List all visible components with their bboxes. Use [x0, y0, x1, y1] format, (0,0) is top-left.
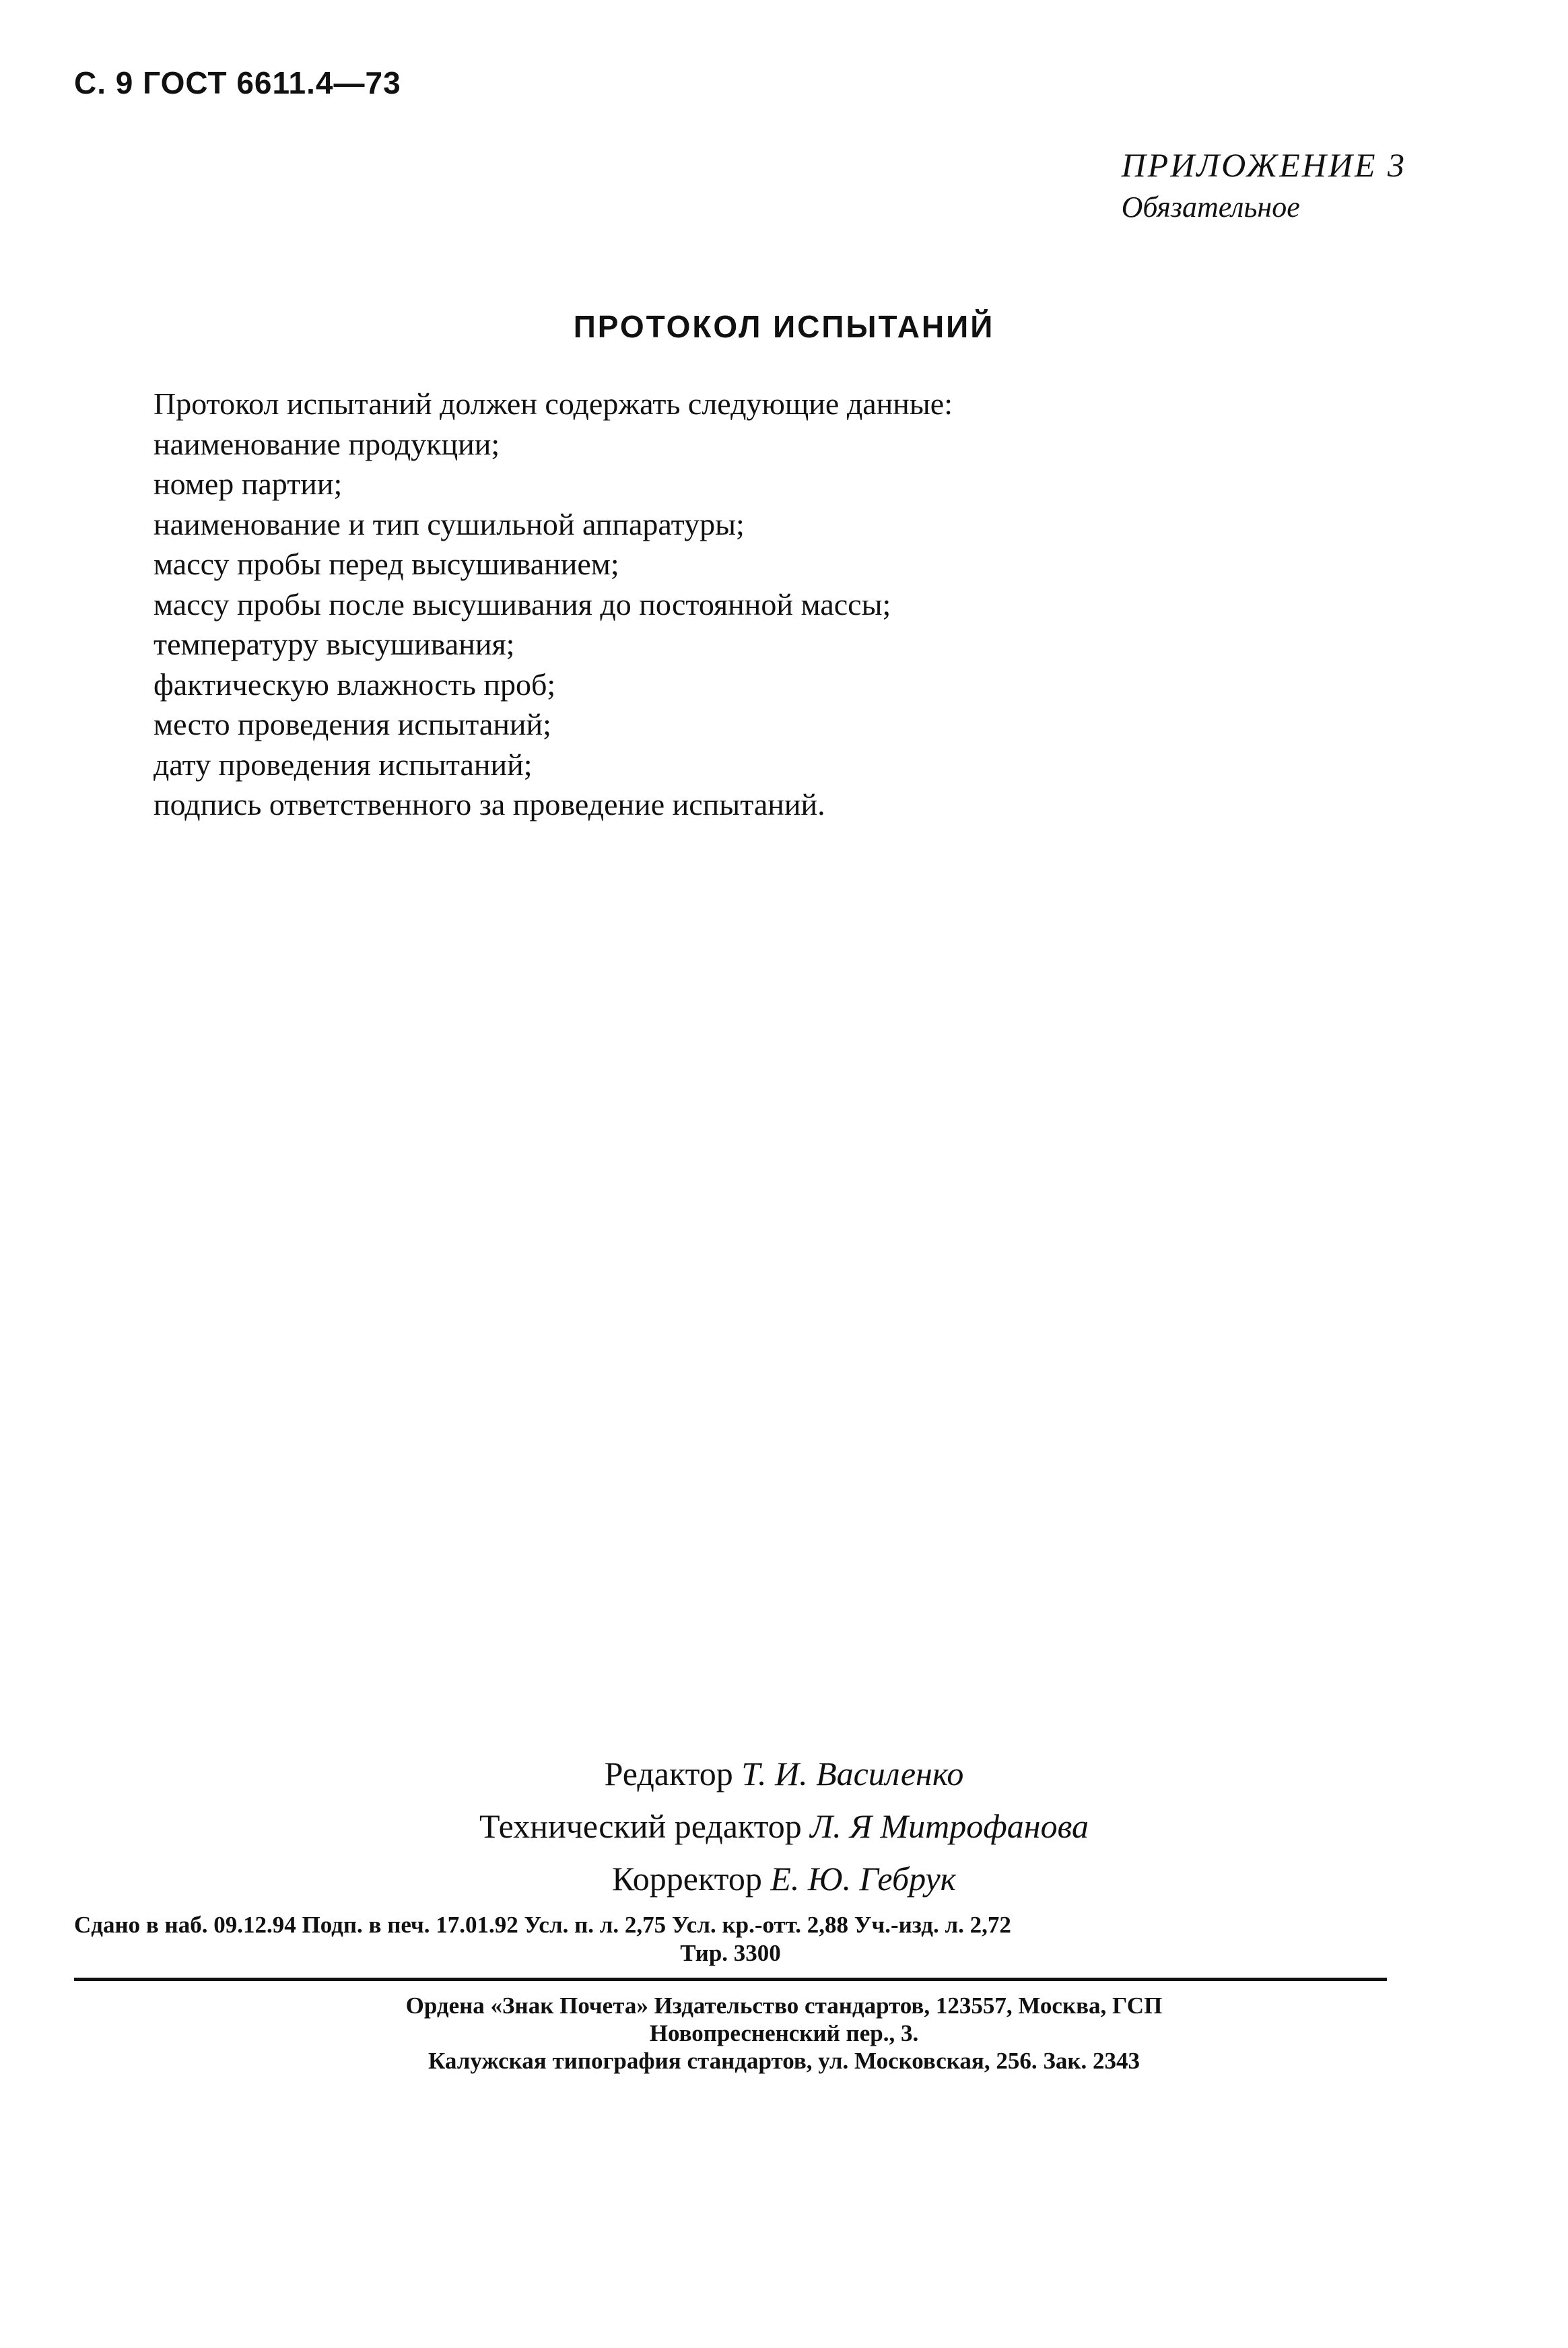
corrector-line [0, 1852, 1568, 1905]
list-item: место проведения испытаний; [154, 707, 551, 741]
editor-line [0, 1747, 1568, 1800]
list-item: наименование продукции; [154, 426, 500, 461]
page-header: С. 9 ГОСТ 6611.4—73 [74, 65, 401, 100]
print-imprint [74, 1911, 1387, 1968]
list-item: массу пробы перед высушиванием; [154, 547, 619, 581]
corrector-role: Корректор [611, 1860, 762, 1898]
protocol-requirements [154, 384, 1433, 825]
list-item: наименование и тип сушильной аппаратуры; [154, 506, 745, 541]
list-item: номер партии; [154, 467, 343, 501]
appendix-label [1122, 143, 1406, 228]
imprint-details: Сдано в наб. 09.12.94 Подп. в печ. 17.01.92 Усл. п. л. 2,75 Усл. кр.-отт. 2,88 Уч.-изд. л. 2,72 [74, 1912, 1011, 1938]
editor-role: Редактор [604, 1755, 733, 1792]
list-item: дату проведения испытаний; [154, 747, 533, 782]
publisher-line-2: Новопресненский пер., 3. [649, 2020, 919, 2046]
list-item: фактическую влажность проб; [154, 667, 556, 702]
list-item: массу пробы после высушивания до постоянной массы; [154, 586, 891, 622]
tech-editor-line [0, 1800, 1568, 1852]
credits-block [0, 1747, 1568, 1905]
publisher-line-3: Калужская типография стандартов, ул. Московская, 256. Зак. 2343 [428, 2048, 1140, 2074]
publisher-line-1: Ордена «Знак Почета» Издательство стандартов, 123557, Москва, ГСП [405, 1992, 1163, 2019]
appendix-subtitle: Обязательное [1121, 191, 1300, 224]
protocol-intro: Протокол испытаний должен содержать следующие данные: [154, 387, 953, 421]
editor-name: Т. И. Василенко [741, 1755, 964, 1792]
list-item: подпись ответственного за проведение испытаний. [154, 787, 825, 821]
tech-editor-role: Технический редактор [479, 1807, 802, 1845]
publisher-block [0, 1992, 1568, 2075]
appendix-title: ПРИЛОЖЕНИЕ 3 [1121, 146, 1406, 184]
document-title: ПРОТОКОЛ ИСПЫТАНИЙ [573, 309, 995, 344]
tech-editor-name: Л. Я Митрофанова [810, 1807, 1089, 1845]
divider-rule [74, 1978, 1387, 1981]
corrector-name: Е. Ю. Гебрук [770, 1860, 957, 1898]
list-item: температуру высушивания; [154, 627, 515, 661]
imprint-circulation: Тир. 3300 [680, 1940, 781, 1966]
